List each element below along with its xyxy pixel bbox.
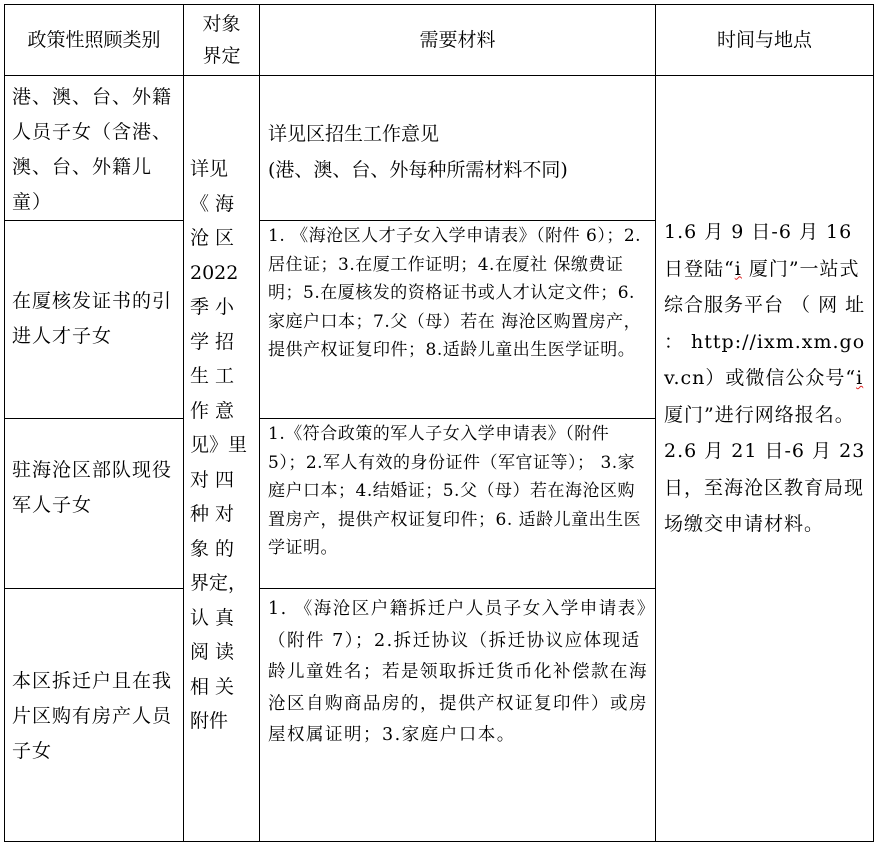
category-cell-relocation xyxy=(12,664,178,769)
row-divider xyxy=(259,220,656,221)
category-cell-military xyxy=(12,453,178,523)
row-divider xyxy=(259,418,656,419)
row-divider xyxy=(4,418,184,419)
category-cell-foreign xyxy=(12,80,178,220)
object-definition-line: 生 工 xyxy=(190,365,235,387)
object-definition-line: 沧 区 xyxy=(190,227,235,249)
object-definition-text xyxy=(190,152,258,739)
header-time-place xyxy=(656,5,873,75)
table-border-bottom xyxy=(4,841,874,842)
header-object-line1: 对象 xyxy=(202,13,241,35)
time-place-item-2: 2.6 月 21 日-6 月 23 日，至海沧区教育局现场缴交申请材料。 xyxy=(664,440,866,535)
time-place-item-1: 1.6 月 9 日-6 月 16 日登陆“i 厦门”一站式综合服务平台 （ 网 址 ： http://ixm.xm.gov.cn）或微信公众号“i 厦门”进行网络报名。 xyxy=(664,221,866,426)
object-definition-line: 季 小 xyxy=(190,296,235,318)
object-definition-line: 学 招 xyxy=(190,330,235,353)
object-definition-line: 附件 xyxy=(190,710,229,732)
object-definition-line: 《 海 xyxy=(190,192,235,215)
materials-text: 1. 《海沧区人才子女入学申请表》（附件 6）；2.居住证；3.在厦工作证明；4.在厦社 保缴费证明；5.在厦核发的资格证书或人才认定文件；6.家庭户口本；7.父（母）若在 海沧区购置房产，提供产权证复印件；8.适龄儿童出生医学证明。 xyxy=(268,226,642,360)
table-border-left xyxy=(4,4,5,842)
materials-cell-talent xyxy=(268,222,652,365)
table-divider xyxy=(259,4,260,842)
category-text: 港、澳、台、外籍人员子女（含港、澳、台、外籍儿童） xyxy=(12,86,173,213)
object-definition-line: 对 四 xyxy=(190,468,235,491)
object-definition-line: 相 关 xyxy=(190,675,235,698)
row-divider xyxy=(259,588,656,589)
category-cell-talent xyxy=(12,284,178,354)
object-definition-cell xyxy=(190,152,258,739)
object-definition-line: 2022 xyxy=(190,261,239,284)
object-definition-line: 详见 xyxy=(190,158,229,180)
header-materials-text: 需要材料 xyxy=(419,29,496,51)
materials-cell-foreign xyxy=(268,116,648,188)
object-definition-line: 界定， xyxy=(190,572,248,594)
category-text: 本区拆迁户且在我片区购有房产人员子女 xyxy=(12,670,173,762)
object-definition-line: 阅 读 xyxy=(190,641,235,663)
object-definition-line: 象 的 xyxy=(190,537,235,560)
materials-text: 1.《符合政策的军人子女入学申请表》（附件 5）；2.军人有效的身份证件（军官证等）； 3.家庭户口本；4.结婚证；5.父（母）若在海沧区购置房产，提供产权证复印件；6. 适龄儿童出生医学证明。 xyxy=(268,424,642,558)
header-object-line2: 界定 xyxy=(202,45,241,67)
header-time-place-text: 时间与地点 xyxy=(716,29,812,51)
object-definition-line: 作 意 xyxy=(190,399,235,422)
materials-cell-military xyxy=(268,420,652,563)
time-place-cell xyxy=(664,214,867,543)
header-category-text: 政策性照顾类别 xyxy=(27,29,161,51)
category-text: 驻海沧区部队现役军人子女 xyxy=(12,459,173,516)
materials-line: (港、澳、台、外每种所需材料不同) xyxy=(268,159,568,181)
row-divider xyxy=(4,588,184,589)
object-definition-line: 种 对 xyxy=(190,503,235,525)
table-border-right xyxy=(873,4,874,842)
materials-cell-relocation xyxy=(268,594,652,752)
header-object xyxy=(184,5,259,75)
table-divider xyxy=(655,4,656,842)
object-definition-line: 见》里 xyxy=(190,434,248,456)
header-category xyxy=(5,5,183,75)
header-divider xyxy=(4,75,874,76)
table-divider xyxy=(183,4,184,842)
materials-text: 1. 《海沧区户籍拆迁户人员子女入学申请表》（附件 7）；2.拆迁协议（拆迁协议应体现适龄儿童姓名；若是领取拆迁货币化补偿款在海沧区自购商品房的，提供产权证复印件）或房屋权属证明；3.家庭户口本。 xyxy=(268,599,648,745)
header-materials xyxy=(260,5,655,75)
category-text: 在厦核发证书的引进人才子女 xyxy=(12,290,173,347)
row-divider xyxy=(4,220,184,221)
materials-line: 详见区招生工作意见 xyxy=(268,123,440,145)
object-definition-line: 认 真 xyxy=(190,606,235,629)
